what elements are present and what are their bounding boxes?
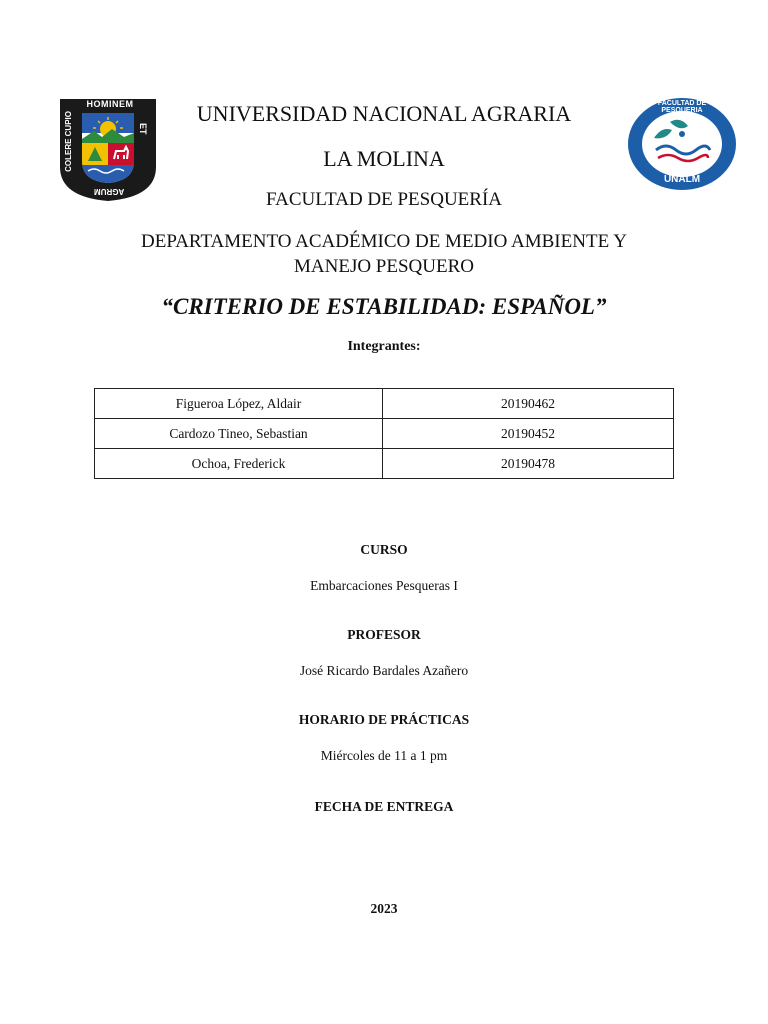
member-name: Ochoa, Frederick [95, 449, 383, 479]
year: 2023 [370, 901, 398, 916]
table-row [95, 419, 674, 449]
department-name: DEPARTAMENTO ACADÉMICO DE MEDIO AMBIENTE Y MANEJO PESQUERO [141, 231, 627, 277]
course-label: CURSO [360, 542, 408, 557]
member-name: Cardozo Tineo, Sebastian [95, 419, 383, 449]
university-name: UNIVERSIDAD NACIONAL AGRARIA [196, 101, 572, 126]
member-code: 20190478 [383, 449, 674, 479]
campus-name: LA MOLINA [323, 146, 445, 171]
shield-left-text: COLERE CUPIO [64, 111, 73, 172]
schedule-label: HORARIO DE PRÁCTICAS [298, 712, 470, 727]
members-table [94, 388, 674, 479]
shield-bottom-text: AGRUM [94, 187, 125, 196]
professor-label: PROFESOR [347, 627, 421, 642]
schedule-value: Miércoles de 11 a 1 pm [320, 748, 448, 763]
table-row [95, 449, 674, 479]
member-code: 20190452 [383, 419, 674, 449]
table-row [95, 389, 674, 419]
seal-ring-text: FACULTAD DE PESQUERIA [657, 100, 707, 114]
course-value: Embarcaciones Pesqueras I [310, 578, 458, 593]
member-name: Figueroa López, Aldair [95, 389, 383, 419]
professor-value: José Ricardo Bardales Azañero [299, 663, 469, 678]
shield-right-text: ET [138, 123, 148, 135]
delivery-label: FECHA DE ENTREGA [314, 799, 454, 814]
members-label: Integrantes: [347, 339, 421, 354]
faculty-name: FACULTAD DE PESQUERÍA [266, 189, 502, 210]
seal-bottom-text: UNALM [663, 174, 701, 185]
shield-top-text: HOMINEM [86, 99, 134, 109]
document-title: “CRITERIO DE ESTABILIDAD: ESPAÑOL” [161, 294, 607, 319]
member-code: 20190462 [383, 389, 674, 419]
